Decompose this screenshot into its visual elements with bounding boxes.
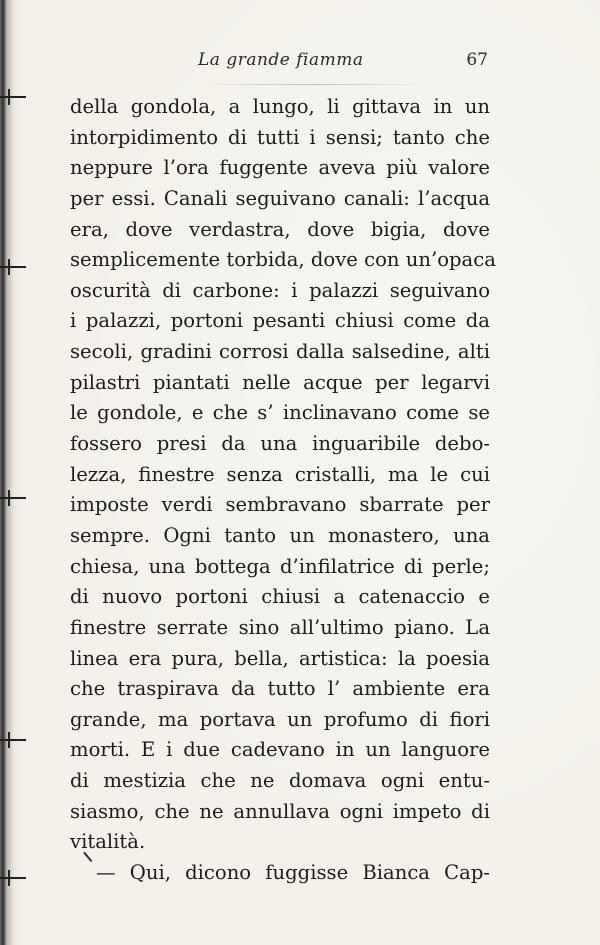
text-line: i palazzi, portoni pesanti chiusi come da <box>70 309 490 333</box>
text-line: grande, ma portava un profumo di fiori <box>70 707 490 731</box>
text-line: — Qui, dicono fuggisse Bianca Cap- <box>96 861 490 885</box>
body-text <box>70 92 496 889</box>
text-line: che traspirava da tutto l’ ambiente era <box>70 677 490 701</box>
binding-stitch <box>0 877 26 879</box>
text-line: era, dove verdastra, dove bigia, dove <box>70 217 490 241</box>
binding-stitch <box>0 497 26 499</box>
text-line: secoli, gradini corrosi dalla salsedine, alti <box>70 340 490 364</box>
header-rule <box>196 84 432 85</box>
book-binding-edge <box>0 0 22 945</box>
text-line: le gondole, e che s’ inclinavano come se <box>70 401 490 425</box>
binding-stitch <box>0 96 26 98</box>
text-line: linea era pura, bella, artistica: la poesia <box>70 646 490 670</box>
text-line: della gondola, a lungo, li gittava in un <box>70 95 490 118</box>
text-line: morti. E i due cadevano in un languore <box>70 738 490 762</box>
text-line: semplicemente torbida, dove con un’opaca <box>70 248 496 272</box>
text-line: oscurità di carbone: i palazzi seguivano <box>70 278 490 302</box>
text-line: per essi. Canali seguivano canali: l’acqua <box>70 186 490 210</box>
binding-stitch <box>0 739 26 741</box>
text-line: fossero presi da una inguaribile debo- <box>70 432 490 456</box>
page-header <box>70 46 490 74</box>
text-line: di mestizia che ne domava ogni entu- <box>70 769 490 793</box>
binding-stitch <box>0 266 26 268</box>
text-line: pilastri piantati nelle acque per legarvi <box>70 370 490 394</box>
running-title: La grande fiamma <box>198 50 364 70</box>
page-number: 67 <box>466 50 488 70</box>
text-line: vitalità. <box>70 830 146 854</box>
text-line: finestre serrate sino all’ultimo piano. La <box>70 615 490 639</box>
text-line: siasmo, che ne annullava ogni impeto di <box>70 799 490 823</box>
text-line: intorpidimento di tutti i sensi; tanto che <box>70 125 490 149</box>
text-line: neppure l’ora fuggente aveva più valore <box>70 156 490 180</box>
text-line: di nuovo portoni chiusi a catenaccio e <box>70 585 490 609</box>
text-line: sempre. Ogni tanto un monastero, una <box>70 523 490 547</box>
text-line: lezza, finestre senza cristalli, ma le cui <box>70 462 490 486</box>
text-line: chiesa, una bottega d’infilatrice di perle; <box>70 554 490 578</box>
text-line: imposte verdi sembravano sbarrate per <box>70 493 490 517</box>
